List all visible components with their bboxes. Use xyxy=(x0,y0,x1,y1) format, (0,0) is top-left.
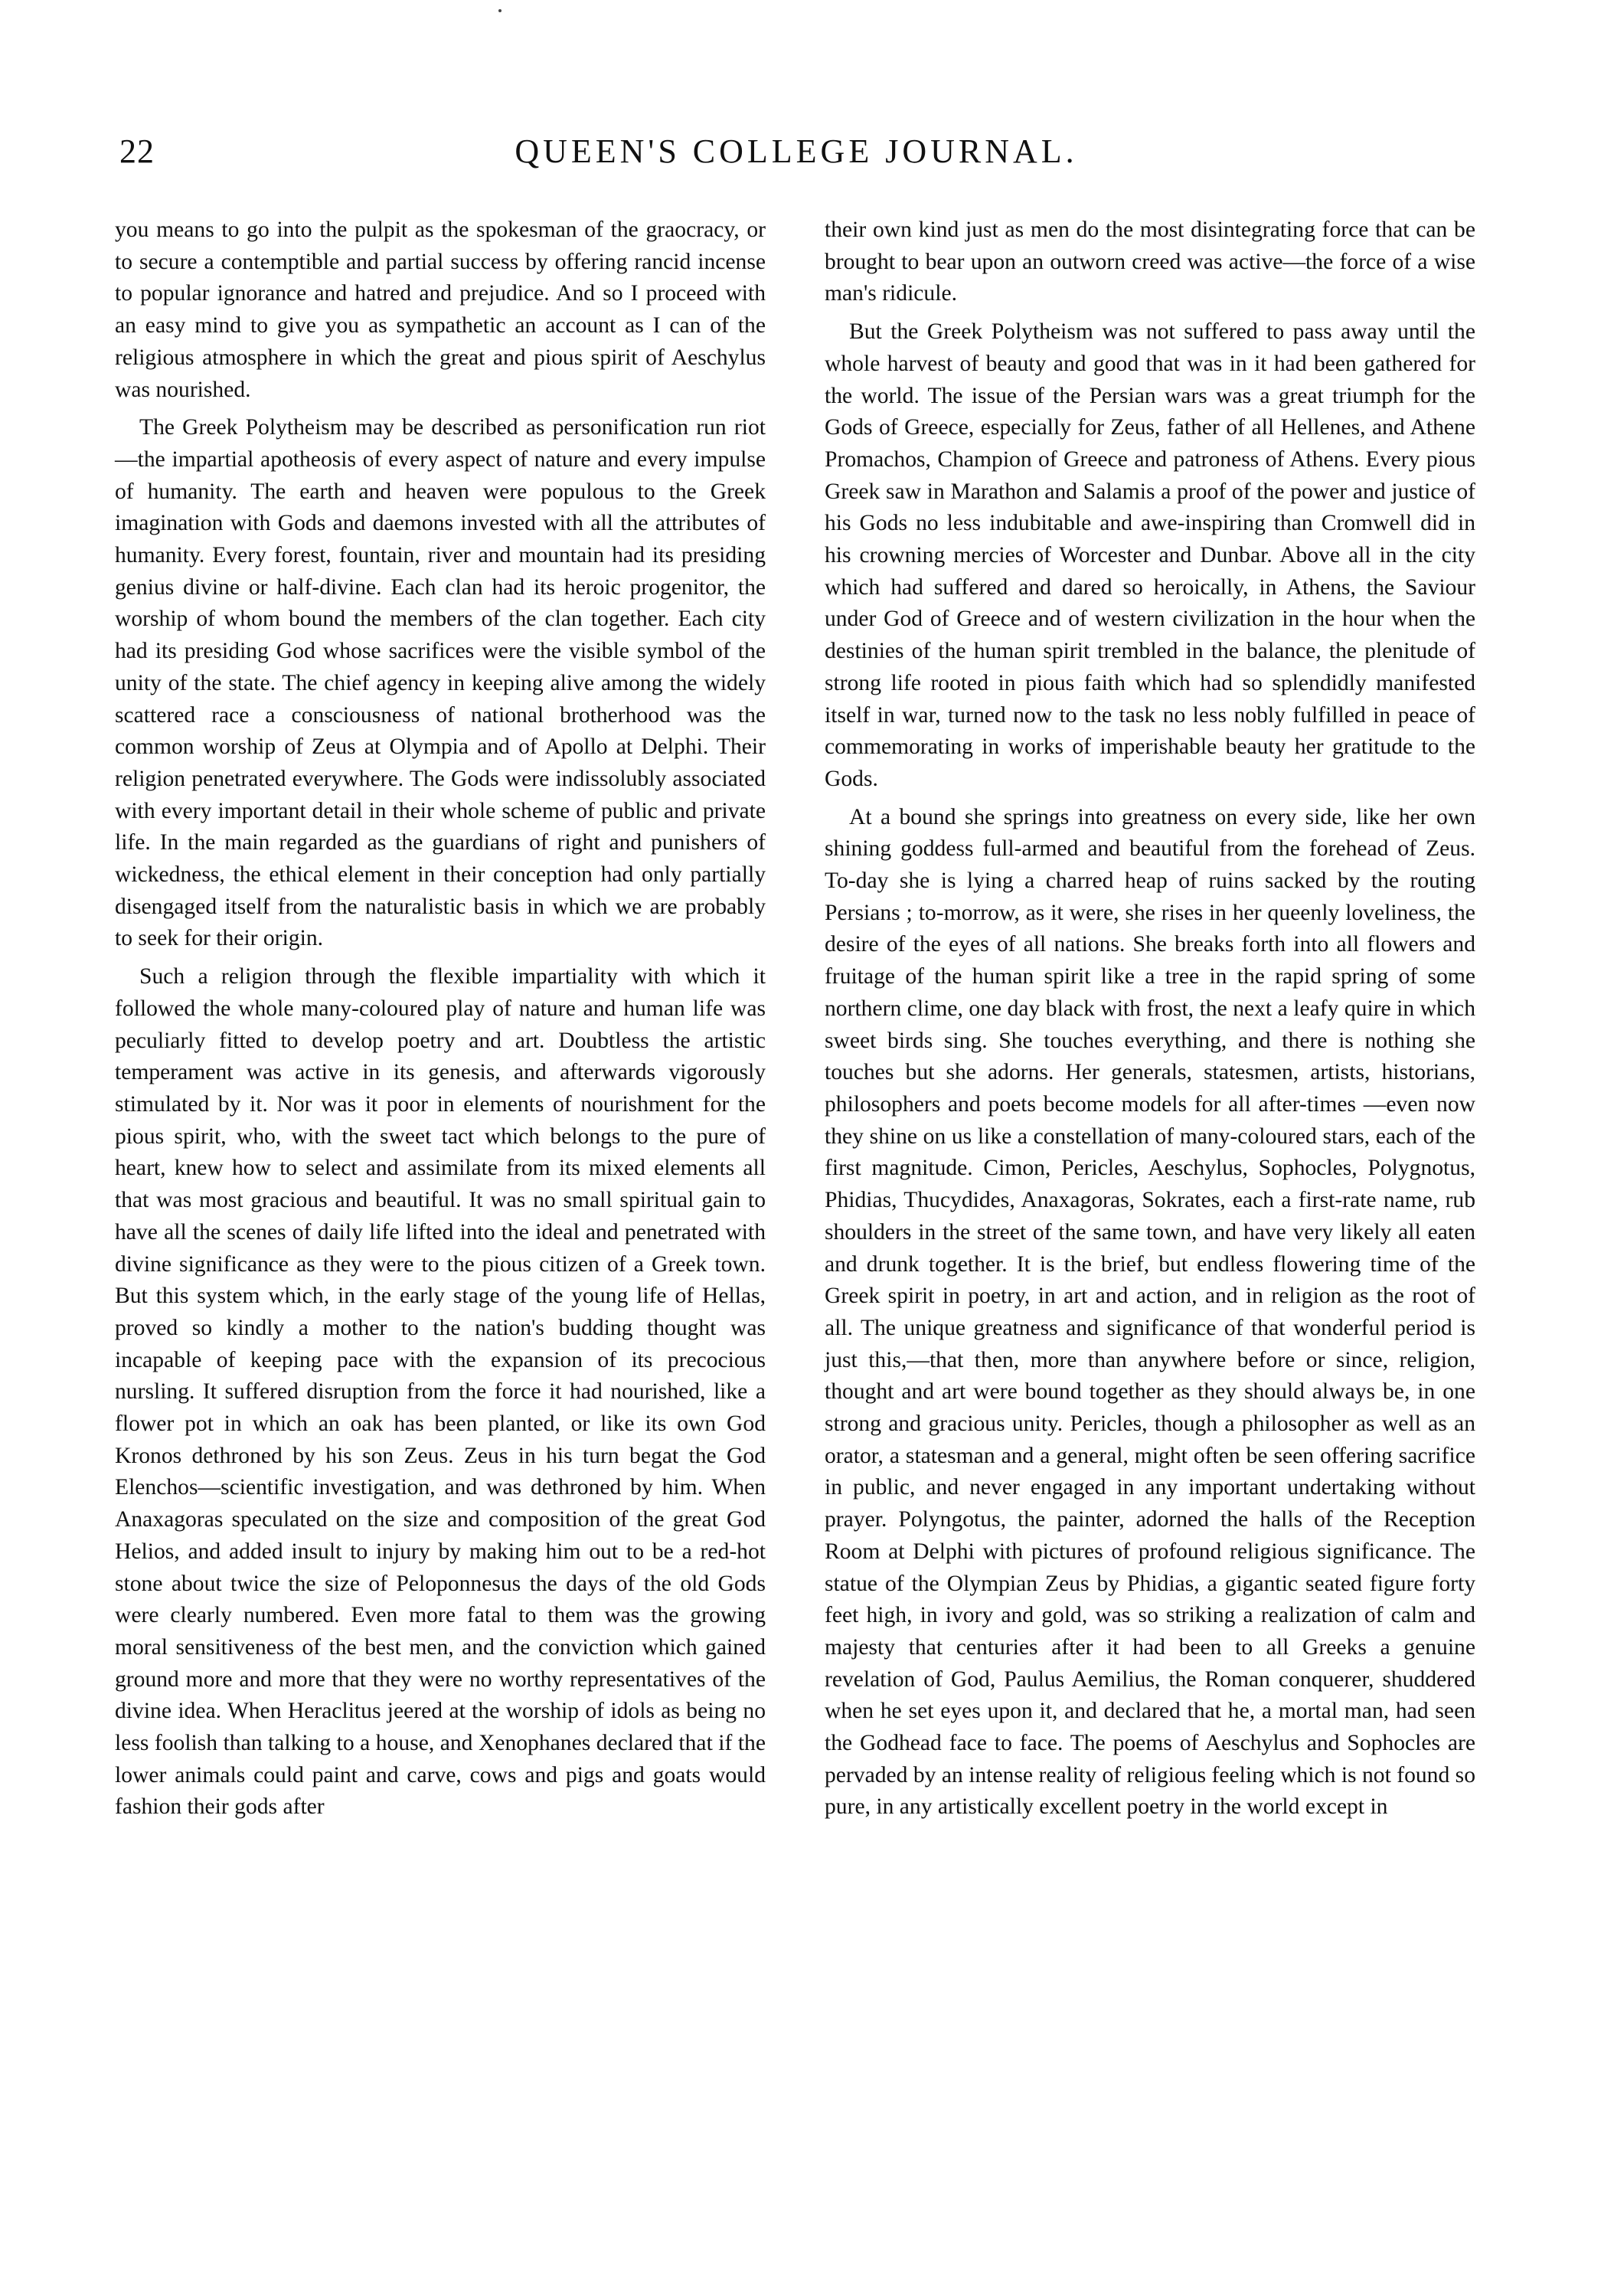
paragraph: The Greek Polytheism may be described as personification run riot—the impartial apotheosis of every aspect of nature and every impulse of humanity. The earth and heaven were populous to the Greek imagination with Gods and daemons invested with all the attributes of humanity. Every forest, fountain, river and mountain had its presiding genius divine or half-divine. Each clan had its heroic progenitor, the worship of whom bound the members of the clan together. Each city had its presiding God whose sacrifices were the visible symbol of the unity of the state. The chief agency in keeping alive among the widely scattered race a consciousness of national brotherhood was the common worship of Zeus at Olympia and of Apollo at Delphi. Their religion penetrated everywhere. The Gods were indissolubly associated with every important detail in their whole scheme of public and private life. In the main regarded as the guardians of right and punishers of wickedness, the ethical element in their conception had only partially disengaged itself from the naturalistic basis in which we are probably to seek for their origin. xyxy=(115,415,766,951)
page-header xyxy=(115,132,1478,178)
paragraph: Such a religion through the flexible impartiality with which it followed the whole many-coloured play of nature and human life was peculiarly fitted to develop poetry and art. Doubtless the artistic temperament was active in its genesis, and afterwards vigorously stimulated by it. Nor was it poor in elements of nourishment for the pious spirit, who, with the sweet tact which belongs to the pure of heart, knew how to select and assimilate from its mixed elements all that was most gracious and beautiful. It was no small spiritual gain to have all the scenes of daily life lifted into the ideal and penetrated with divine significance as they were to the pious citizen of a Greek town. But this system which, in the early stage of the young life of Hellas, proved so kindly a mother to the nation's budding thought was incapable of keeping pace with the expansion of its precocious nursling. It suffered disruption from the force it had nourished, like a flower pot in which an oak has been planted, or like its own God Kronos dethroned by his son Zeus. Zeus in his turn begat the God Elenchos—scientific investigation, and was dethroned by him. When Anaxagoras speculated on the size and composition of the great God Helios, and added insult to injury by making him out to be a red-hot stone about twice the size of Peloponnesus the days of the old Gods were clearly numbered. Even more fatal to them was the growing moral sensitiveness of the best men, and the conviction which gained ground more and more that they were no worthy representatives of the divine idea. When Heraclitus jeered at the worship of idols as being no less foolish than talking to a house, and Xenophanes declared that if the lower animals could paint and carve, cows and pigs and goats would fashion their gods after xyxy=(115,964,766,1820)
left-column xyxy=(115,214,766,1823)
scan-speck xyxy=(498,9,502,12)
page-number: 22 xyxy=(119,132,155,170)
paragraph: But the Greek Polytheism was not suffered to pass away until the whole harvest of beauty and good that was in it had been gathered for the world. The issue of the Persian wars was a great triumph for the Gods of Greece, especially for Zeus, father of all Hellenes, and Athene Promachos, Champion of Greece and patroness of Athens. Every pious Greek saw in Marathon and Salamis a proof of the power and justice of his Gods no less indubitable and awe-inspiring than Cromwell did in his crowning mercies of Worcester and Dunbar. Above all in the city which had suffered and dared so heroically, in Athens, the Saviour under God of Greece and of western civilization in the hour when the destinies of the human spirit trembled in the balance, the plenitude of strong life rooted in pious faith which had so splendidly manifested itself in war, turned now to the task no less nobly fulfilled in peace of commemorating in works of imperishable beauty her gratitude to the Gods. xyxy=(825,319,1475,791)
journal-title: QUEEN'S COLLEGE JOURNAL. xyxy=(515,132,1078,170)
paragraph: you means to go into the pulpit as the spokesman of the graocracy, or to secure a contemptible and partial success by offering rancid incense to popular ignorance and hatred and prejudice. And so I proceed with an easy mind to give you as sympathetic an account as I can of the religious atmosphere in which the great and pious spirit of Aeschylus was nourished. xyxy=(115,217,766,402)
right-column xyxy=(825,214,1475,1823)
paragraph: At a bound she springs into greatness on every side, like her own shining goddess full-armed and beautiful from the forehead of Zeus. To-day she is lying a charred heap of ruins sacked by the routing Persians ; to-morrow, as it were, she rises in her queenly loveliness, the desire of the eyes of all nations. She breaks forth into all flowers and fruitage of the human spirit like a tree in the rapid spring of some northern clime, one day black with frost, the next a leafy quire in which sweet birds sing. She touches everything, and there is nothing she touches but she adorns. Her generals, statesmen, artists, historians, philosophers and poets become models for all after-times —even now they shine on us like a constellation of many-coloured stars, each of the first magnitude. Cimon, Pericles, Aeschylus, Sophocles, Polygnotus, Phidias, Thucydides, Anaxagoras, Sokrates, each a first-rate name, rub shoulders in the street of the same town, and have very likely all eaten and drunk together. It is the brief, but endless flowering time of the Greek spirit in poetry, in art and action, and in religion as the root of all. The unique greatness and significance of that wonderful period is just this,—that then, more than anywhere before or since, religion, thought and art were bound together as they should always be, in one strong and gracious unity. Pericles, though a philosopher as well as an orator, a statesman and a general, might often be seen offering sacrifice in public, and never engaged in any important undertaking without prayer. Polyngotus, the painter, adorned the halls of the Reception Room at Delphi with pictures of profound religious significance. The statue of the Olympian Zeus by Phidias, a gigantic seated figure forty feet high, in ivory and gold, was so striking a realization of calm and majesty that centuries after it had been to all Greeks a genuine revelation of God, Paulus Aemilius, the Roman conquerer, shuddered when he set eyes upon it, and declared that he, a mortal man, had seen the Godhead face to face. The poems of Aeschylus and Sophocles are pervaded by an intense reality of religious feeling which is not found so pure, in any artistically excellent poetry in the world except in xyxy=(825,804,1475,1820)
paragraph: their own kind just as men do the most disintegrating force that can be brought to bear upon an outworn creed was active—the force of a wise man's ridicule. xyxy=(825,217,1475,306)
